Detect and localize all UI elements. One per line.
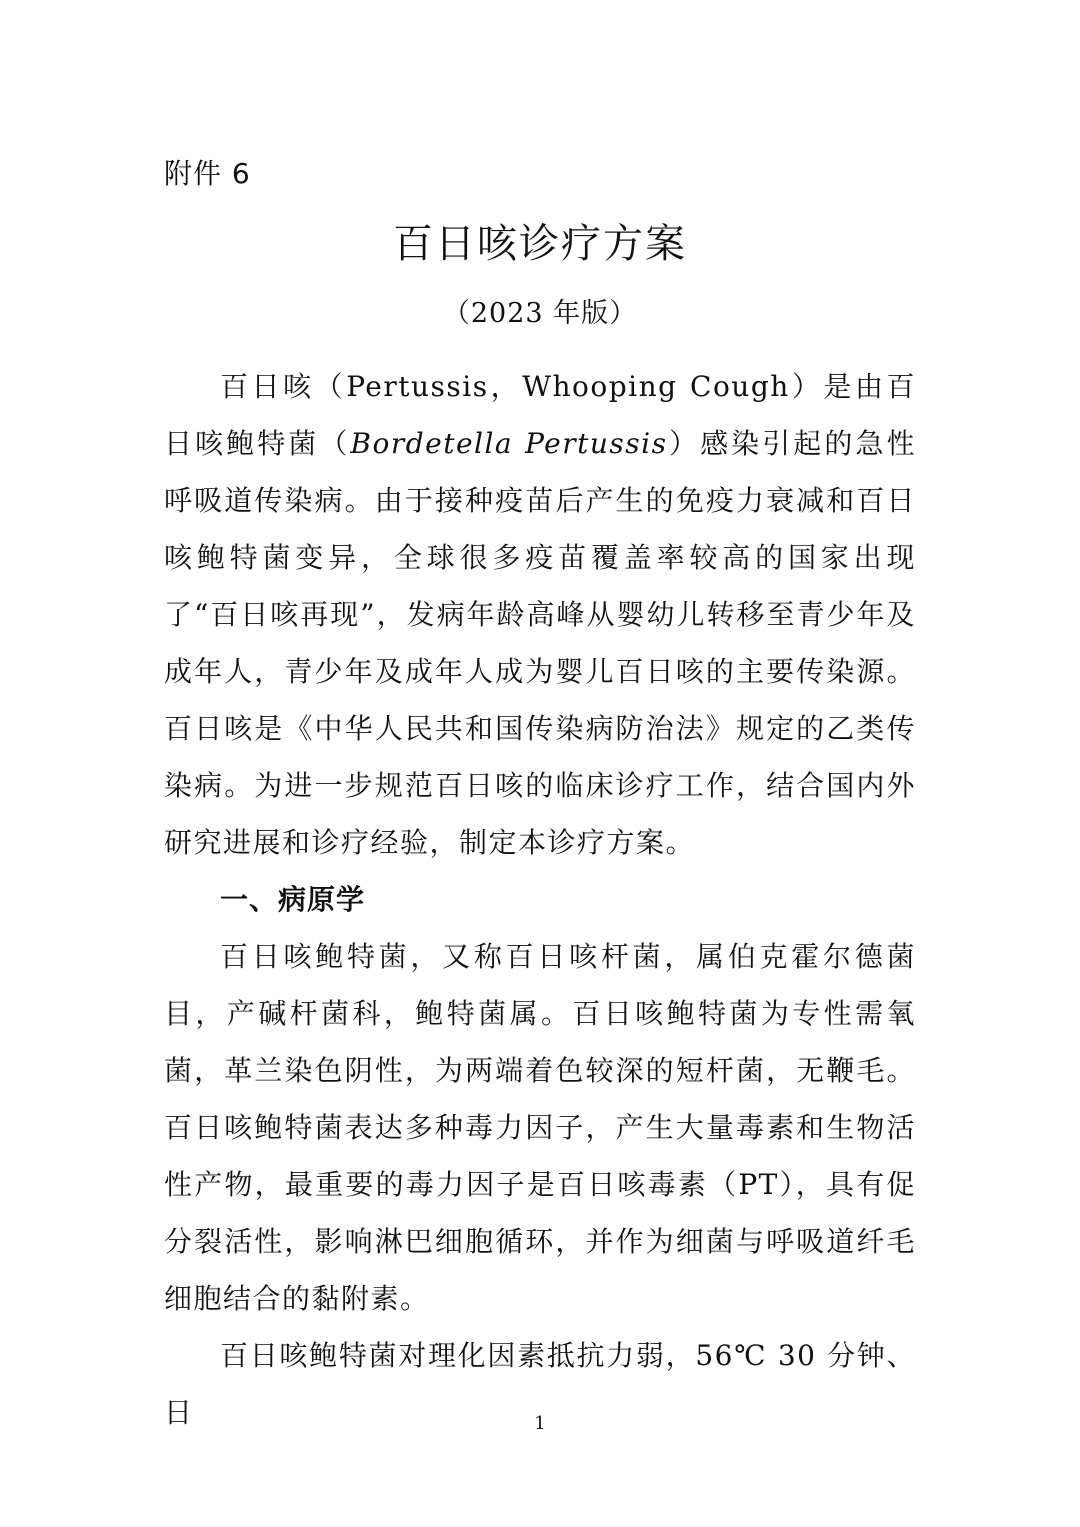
intro-paragraph <box>164 358 916 871</box>
intro-text-part2: ）感染引起的急性呼吸道传染病。由于接种疫苗后产生的免疫力衰减和百日咳鲍特菌变异，全球很多疫苗覆盖率较高的国家出现了“百日咳再现”，发病年龄高峰从婴幼儿转移至青少年及成年人，青少年及成年人成为婴儿百日咳的主要传染源。百日咳是《中华人民共和国传染病防治法》规定的乙类传染病。为进一步规范百日咳的临床诊疗工作，结合国内外研究进展和诊疗经验，制定本诊疗方案。 <box>164 427 916 859</box>
intro-text-part1: 百日咳（Pertussis，Whooping Cough）是由百日咳鲍特菌（ <box>164 370 916 460</box>
attachment-label: 附件 6 <box>164 157 251 190</box>
etiology-paragraph-1: 百日咳鲍特菌，又称百日咳杆菌，属伯克霍尔德菌目，产碱杆菌科，鲍特菌属。百日咳鲍特菌为专性需氧菌，革兰染色阴性，为两端着色较深的短杆菌，无鞭毛。百日咳鲍特菌表达多种毒力因子，产生大量毒素和生物活性产物，最重要的毒力因子是百日咳毒素（PT），具有促分裂活性，影响淋巴细胞循环，并作为细菌与呼吸道纤毛细胞结合的黏附素。 <box>164 940 916 1315</box>
document-subtitle: （2023 年版） <box>442 298 638 329</box>
etiology-paragraph-2: 百日咳鲍特菌对理化因素抵抗力弱，56℃ 30 分钟、日 <box>164 1339 916 1429</box>
document-body <box>164 358 916 1441</box>
section-heading-etiology: 一、病原学 <box>220 883 366 916</box>
intro-italic-term: Bordetella Pertussis <box>350 427 668 460</box>
page-number: 1 <box>534 1413 546 1434</box>
document-title: 百日咳诊疗方案 <box>393 221 687 267</box>
